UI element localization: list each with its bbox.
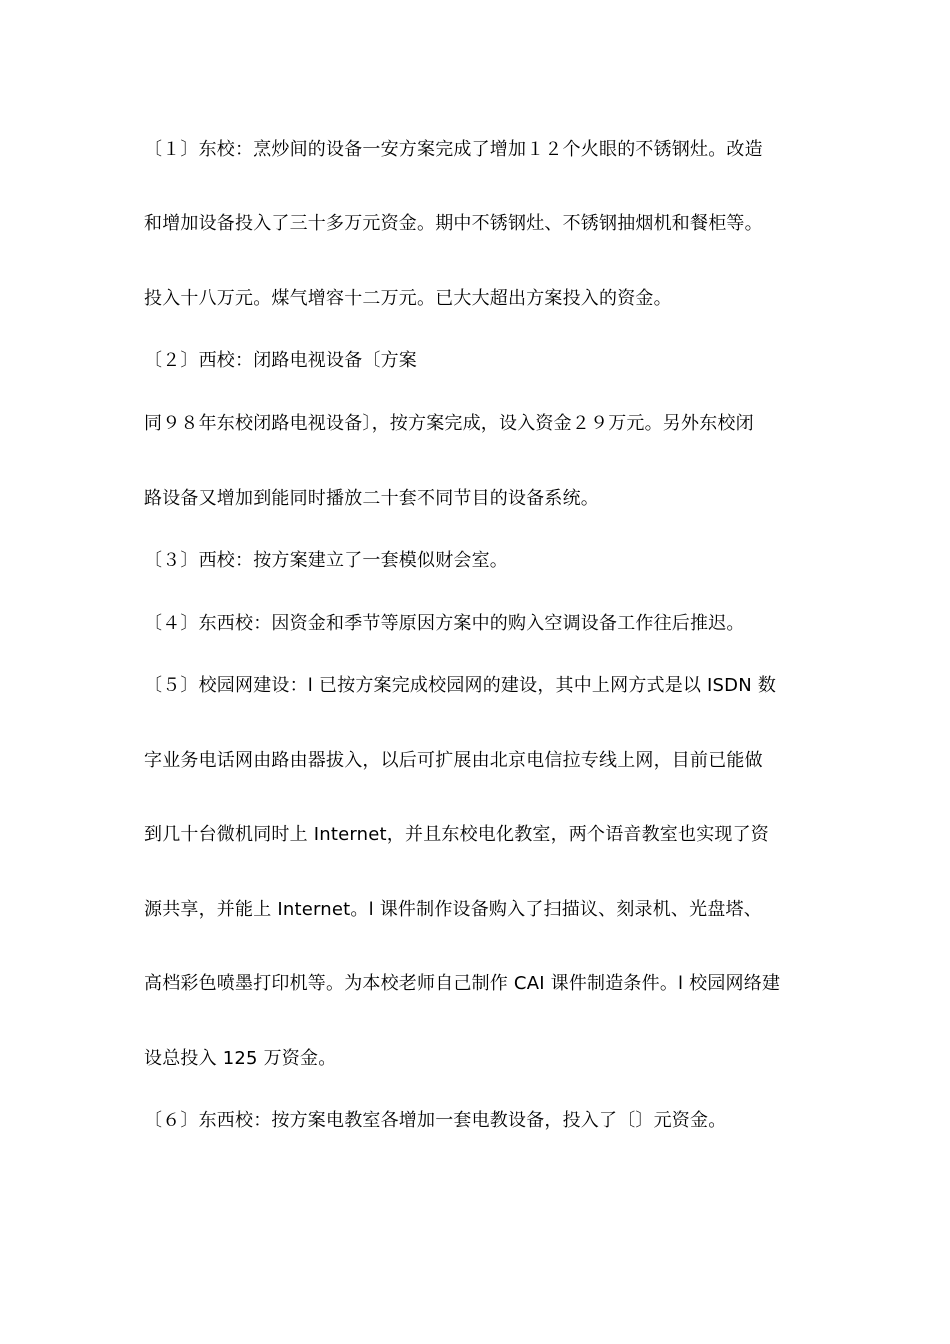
text-line-3: 投入十八万元。煤气增容十二万元。已大大超出方案投入的资金。 — [144, 288, 672, 309]
text-line-9: 〔５〕校园网建设：l 已按方案完成校园网的建设，其中上网方式是以 ISDN 数 — [144, 675, 777, 696]
text-line-15: 〔６〕东西校：按方案电教室各增加一套电教设备，投入了〔〕元资金。 — [144, 1110, 727, 1131]
text-line-2: 和增加设备投入了三十多万元资金。期中不锈钢灶、不锈钢抽烟机和餐柜等。 — [144, 213, 763, 234]
text-line-5: 同９８年东校闭路电视设备〕，按方案完成，设入资金２９万元。另外东校闭 — [144, 413, 754, 434]
text-line-13: 高档彩色喷墨打印机等。为本校老师自己制作 CAI 课件制造条件。l 校园网络建 — [144, 973, 781, 994]
text-line-1: 〔１〕东校：烹炒间的设备一安方案完成了增加１２个火眼的不锈钢灶。改造 — [144, 139, 763, 160]
text-line-7: 〔３〕西校：按方案建立了一套模似财会室。 — [144, 550, 508, 571]
text-line-8: 〔４〕东西校：因资金和季节等原因方案中的购入空调设备工作往后推迟。 — [144, 613, 745, 634]
text-line-10: 字业务电话网由路由器拔入，以后可扩展由北京电信拉专线上网，目前已能做 — [144, 750, 763, 771]
text-line-12: 源共享，并能上 Internet。l 课件制作设备购入了扫描议、刻录机、光盘塔、 — [144, 899, 762, 920]
text-line-11: 到几十台微机同时上 Internet，并且东校电化教室，两个语音教室也实现了资 — [144, 824, 769, 845]
text-line-14: 设总投入 125 万资金。 — [144, 1048, 337, 1069]
text-line-6: 路设备又增加到能同时播放二十套不同节目的设备系统。 — [144, 488, 599, 509]
text-line-4: 〔２〕西校：闭路电视设备〔方案 — [144, 350, 417, 371]
